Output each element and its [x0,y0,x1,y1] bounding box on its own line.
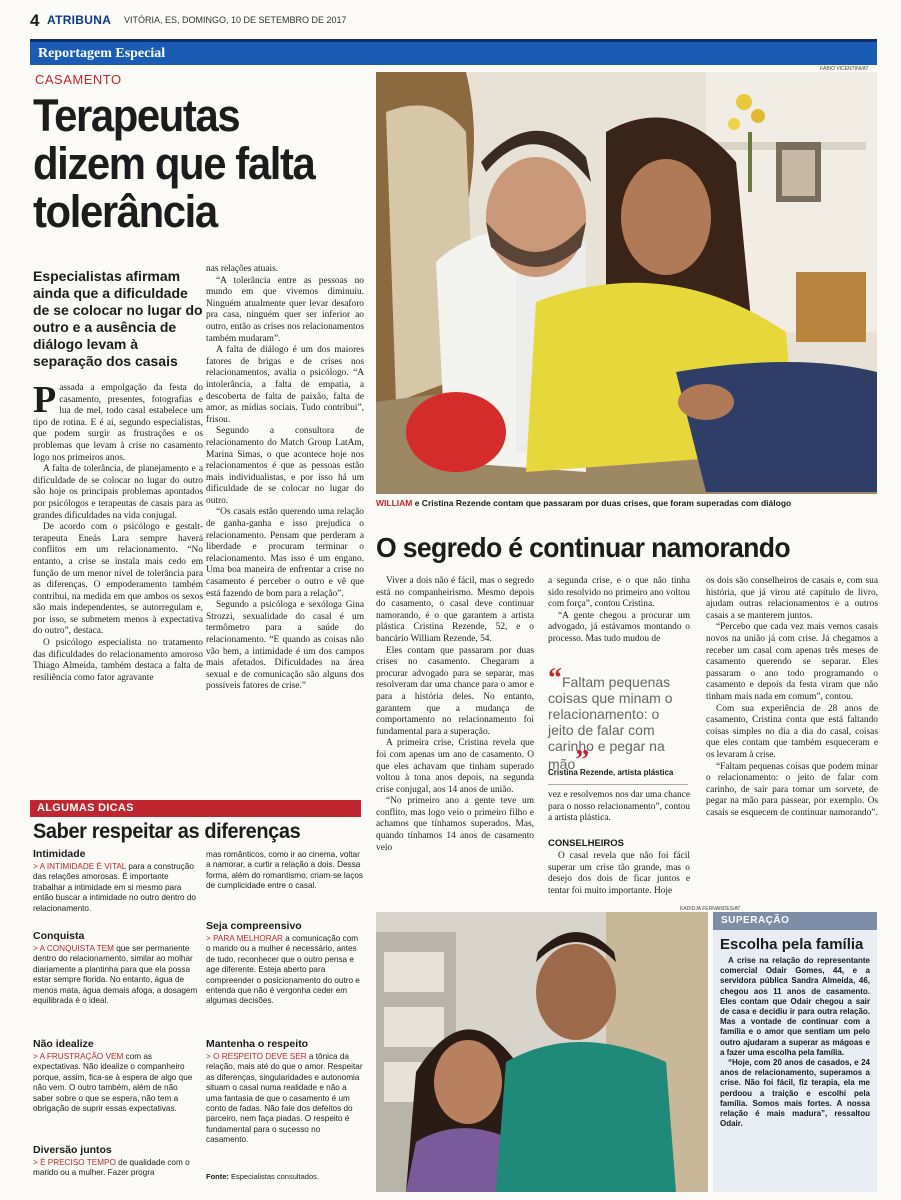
paragraph: “A tolerância entre as pessoas no mundo em que vivemos diminuiu. Ninguém atualmente quer levar desaforo pra casa, ninguém quer ser inferior ao outro, então as crises nos relacionamentos também mudaram”. [206,275,364,344]
story-column-2-end [548,851,690,897]
tip-text: para a construção das relações amorosas. É importante trabalhar a intimidade em si mesmo para então buscar a intimidade no outro dentro do relacionamento. [33,862,196,913]
paragraph: Segundo a psicóloga e sexóloga Gina Strozzi, sexualidade do casal é um termômetro para a saúde do relacionamento. “E quando as coisas não vão bem, a intimidade é um dos campos mais afetados. Dificuldades na área sexual e de comunicação são alguns dos possíveis fatores de crise.” [206,600,364,692]
tip-text: a comunicação com o marido ou a mulher é necessário, antes de tudo, reconhecer que o outro pensa e age diferente. Esteja aberto para compreender o posicionamento do outro e entenda que não é vergonha ceder em algumas decisões. [206,934,360,1006]
paragraph: O casal revela que não foi fácil superar um crise tão grande, mas o desejo dos dois de ficar juntos e tentar foi muito importante. Hoje [548,851,690,896]
paragraph: A crise na relação do representante comercial Odair Gomes, 44, e a servidora pública Sandra Almeida, 46, chegou aos 11 anos de casamento. Eles contam que Odair chegou a sair de casa e decidiu ir para outra relação. Mas a vontade de continuar com a família e o amor que sentiam um pelo outro ajudaram a superar as mágoas e a fazer uma escolha pela família. [720,956,870,1057]
open-quote-icon: “ [548,663,562,694]
divider [548,784,688,785]
tip-diversao: > É PRECISO TEMPO de qualidade com o marido ou a mulher. Fazer progra [33,1158,190,1178]
pull-quote-attribution: Cristina Rezende, artista plástica [548,768,674,777]
paragraph: Eles contam que passaram por duas crises no casamento. Chegaram a procurar advogado para se separar, mas resolveram dar uma chance para o amor e para a história deles. No entanto, garantem que a mudança de comportamento no relacionamento foi fundamental para a superação. [376,645,534,737]
paragraph: Com sua experiência de 28 anos de casamento, Cristina conta que está faltando coisas simples no dia a dia do casal, coisas que eles contam que também esqueceram e os levaram à crise. [706,703,878,760]
sidebar-body [720,956,870,1129]
tip-lead: O RESPEITO DEVE SER [213,1052,307,1061]
couple-photo [376,72,877,494]
tip-heading-diversao: Diversão juntos [33,1144,112,1156]
paragraph: Viver a dois não é fácil, mas o segredo está no companheirismo. Mesmo depois do casamento, o casal deve continuar namorando, é o que garantem a artista plástica Cristina Rezende, 52, e o bancário William Rezende, 54. [376,576,534,644]
source-text: Especialistas consultados. [228,1172,319,1181]
page-number: 4 [30,11,40,30]
main-story-column-2 [206,264,364,693]
tip-heading-respeito: Mantenha o respeito [206,1038,309,1050]
paragraph: “Hoje, com 20 anos de casados, e 24 anos de relacionamento, superamos a crise. Não foi fácil, fiz terapia, ela me perdoou a traição e escolhi pela família. Somos mais fortes. A nossa relação é mais madura”, ressaltou Odair. [720,1058,870,1129]
photo-credit-2: KADIDJA FERNANDES/AT [680,906,741,912]
tips-bar [30,800,361,817]
main-story-column-1 [33,379,203,684]
dateline: VITÓRIA, ES, DOMINGO, 10 DE SETEMBRO DE 2017 [124,15,347,25]
tip-lead: A INTIMIDADE É VITAL [39,862,127,871]
paragraph: De acordo com o psicólogo e gestalt-terapeuta Eneás Lara sempre haverá conflitos em um relacionamento. “No entanto, a crise se instala mais cedo em função de um menor nível de tolerância para as diferenças. O empoderamento também contribui, na medida em que ambos os sexos são mais independentes, se autorregulam e, por isso, se submetem menos à expectativa do outro”, destaca. [33,522,203,637]
paragraph: assada a empolgação da festa do casamento, presentes, fotografias e lua de mel, todo casal estabelece um tipo de rotina. E é aí, segundo especialistas, que podem surgir as frustrações e os problemas que levam à crise no casamento logo nos primeiros anos. [33,383,203,463]
source-label: Fonte: [206,1172,229,1181]
paragraph: os dois são conselheiros de casais e, com sua história, que já virou até capítulo de livro, ajudam outras relacionamentos e a outros casais a se manterem juntos. [706,576,878,621]
paragraph: “Os casais estão querendo uma relação de ganha-ganha e isso prejudica o relacionamento. Pensam que perderam a liberdade e procuram terminar o relacionamento. Mas isso é um engano. Uma boa maneira de enfrentar a crise no casamento é perceber o outro e vê que está fazendo de bom para a relação”. [206,507,364,599]
sidebar-title: Escolha pela família [720,936,864,953]
tip-lead: PARA MELHORAR [213,934,283,943]
tip-lead: É PRECISO TEMPO [40,1158,116,1167]
tip-text: a tônica da relação, mais até do que o amor. Respeitar as diferenças, singularidades e autonomia situam o casal numa realidade e não a uma fantasia de que o casamento é um conto de fadas. Não fale dos defeitos do parceiro, nem faça piadas. O respeito é fundamental para o sucesso no casamento. [206,1052,363,1145]
story-column-2-top [548,576,690,646]
paragraph: Segundo a consultora de relacionamento do Match Group LatAm, Marina Simas, o que acontece hoje nos relacionamentos é que as pessoas estão mais individualistas, e por isso há um dificuldade de se colocar no lugar do outro. [206,426,364,506]
tip-heading-intimidade: Intimidade [33,848,86,860]
pull-quote-text: Faltam pequenas coisas que minam o relacionamento: o jeito de falar com carinho e pegar na mão [548,674,673,772]
paragraph: vez e resolvemos nos dar uma chance para o nosso relacionamento”, contou a artista plástica. [548,790,690,824]
story-headline: O segredo é continuar namorando [376,532,790,563]
subsection-heading: CONSELHEIROS [548,838,625,849]
kicker: CASAMENTO [35,72,122,87]
headline: Terapeutas dizem que falta tolerância [33,90,315,237]
subhead: Especialistas afirmam ainda que a dificuldade de se colocar no lugar do outro e a ausência de diálogo levam à separação dos casais [33,268,203,369]
story-column-2-bottom [548,790,690,825]
sidebar-bar-label: SUPERAÇÃO [721,915,790,926]
tip-diversao-continued: mas românticos, como ir ao cinema, voltar a namorar, a curtir a relação a dois. Dessa forma, além do romantismo, criam-se laços de cumplicidade entre o casal. [206,850,363,891]
story-column-3 [706,576,878,819]
photo-caption [376,498,877,508]
paragraph: A falta de diálogo é um dos maiores fatores de brigas e de crises nos relacionamentos, avalia o psicólogo. “A intolerância, a falta de empatia, a descoberta de falta de paixão, falta de amor, as mídias sociais. Tudo contribui”, frisou. [206,345,364,425]
paragraph: nas relações atuais. [206,264,279,274]
sidebar-bar [713,912,877,930]
paragraph: “No primeiro ano a gente teve um conflito, mas logo veio o primeiro filho e achamos que tínhamos superados. Mas, quando tínhamos 14 anos de casamento veio [376,796,534,853]
paragraph: A falta de tolerância, de planejamento e a dificuldade de se colocar no lugar do outro são hoje os principais problemas apontados por psicólogos e terapeutas de casais para as grandes dificuldades na vida conjugal. [33,464,203,521]
tip-lead: A CONQUISTA TEM [39,944,114,953]
paragraph: “Percebo que cada vez mais vemos casais novos na união já com crise. Já chegamos a receber um casal com apenas três meses de casamento querendo se separar. Eles passaram o ano todo programando o casamento e depois da festa viram que não tinham mais nada em comum”, contou. [706,622,878,702]
tip-conquista: > A CONQUISTA TEM que ser permanente dentro do relacionamento, similar ao molhar diariamente a plantinha para que ela possa estar sempre florida. No entanto, água de menos mata, água demais afoga, a dosagem equilibrada é o ideal. [33,944,198,1006]
paragraph: A primeira crise, Cristina revela que foi com apenas um ano de casamento. O que eles achavam que tinham superado voltou à tona anos depois, na segunda crise conjugal, aos 14 anos de união. [376,738,534,795]
tip-heading-seja-compreensivo: Seja compreensivo [206,920,302,932]
second-couple-photo [376,912,708,1192]
paragraph: O psicólogo especialista no tratamento das dificuldades do relacionamento amoroso Thiago Almeida, também destaca a falta de resiliência como fator agravante [33,638,203,683]
tip-nao-idealize: > A FRUSTRAÇÃO VEM com as expectativas. Não idealize o companheiro porque, assim, fica-se à espera de algo que não vem. O outro também, além de não saber sobre o que se espera, não tem a obrigação de suprir essas expectativas. [33,1052,193,1114]
tips-title: Saber respeitar as diferenças [33,820,301,843]
close-quote-icon: ” [575,745,590,776]
paragraph: “A gente chegou a procurar um advogado, já estávamos montando o processo. Mas tudo mudou de [548,610,690,644]
paragraph: “Faltam pequenas coisas que podem minar o relacionamento: o jeito de falar com carinho, de sair para tomar um sorvete, de pegar na mão para passear, por exemplo. Os casais se esquecem de continuar namorando”. [706,761,878,818]
tips-bar-label: ALGUMAS DICAS [37,802,134,814]
section-title: Reportagem Especial [38,46,166,61]
tip-lead: A FRUSTRAÇÃO VEM [39,1052,124,1061]
tip-text: com as expectativas. Não idealize o companheiro porque, assim, fica-se à espera de algo que não vem. O outro também, além de não saber sobre o que se espera, não tem a obrigação de suprir essas expectativas. [33,1052,193,1114]
drop-cap: P [33,379,57,421]
newspaper-logo: ATRIBUNA [47,13,112,27]
caption-text: e Cristina Rezende contam que passaram por duas crises, que foram superadas com diálogo [412,498,792,508]
tip-intimidade: > A INTIMIDADE É VITAL para a construção das relações amorosas. É importante trabalhar a intimidade em si mesmo para então buscar a intimidade no outro dentro do relacionamento. [33,862,196,913]
tip-respeito: > O RESPEITO DEVE SER a tônica da relação, mais até do que o amor. Respeitar as diferenças, singularidades e autonomia situam o casal numa realidade e não a uma fantasia de que o casamento é um conto de fadas. Não fale dos defeitos do parceiro, nem faça piadas. O respeito é fundamental para o sucesso no casamento. [206,1052,363,1145]
tip-text: que ser permanente dentro do relacionamento, similar ao molhar diariamente a plantinha para que ela possa estar sempre florida. No entanto, água de menos mata, água demais afoga, a dosagem equilibrada é o ideal. [33,944,198,1006]
tip-heading-conquista: Conquista [33,930,85,942]
story-column-1 [376,576,534,854]
couple-photo-illustration [376,72,877,494]
tip-text: de qualidade com o marido ou a mulher. Fazer progra [33,1158,190,1178]
paragraph: a segunda crise, e o que não tinha sido resolvido no primeiro ano voltou com força”, contou Cristina. [548,576,690,610]
caption-name: WILLIAM [376,498,413,508]
tip-heading-nao-idealize: Não idealize [33,1038,94,1050]
section-bar [30,39,877,65]
tips-source [206,1172,319,1181]
photo-credit: FÁBIO VICENTINI/AT [820,66,869,72]
second-couple-photo-illustration [376,912,708,1192]
tip-seja-compreensivo: > PARA MELHORAR a comunicação com o marido ou a mulher é necessário, antes de tudo, reconhecer que o outro pensa e age diferente. Esteja aberto para compreender o posicionamento do outro e entenda que não é vergonha ceder em algumas decisões. [206,934,360,1006]
